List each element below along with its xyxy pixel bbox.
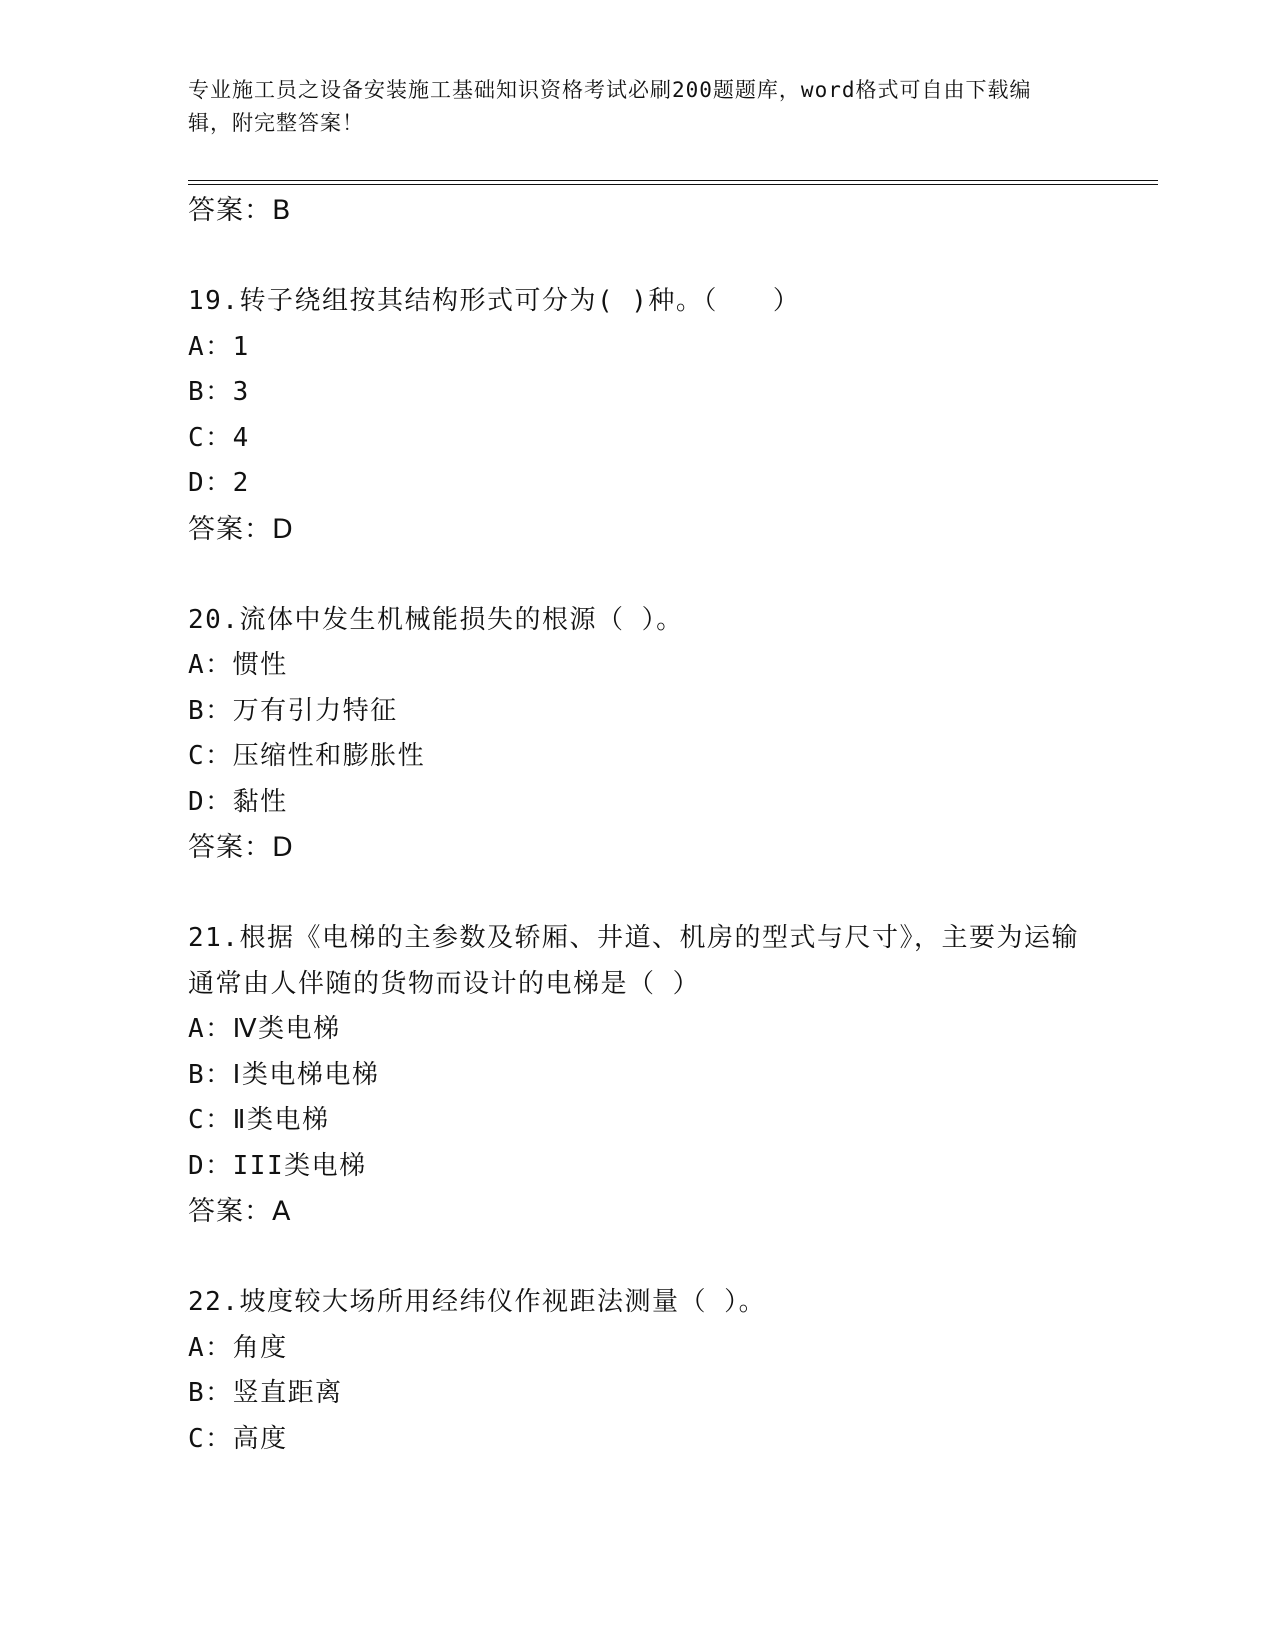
question-block xyxy=(188,1280,1088,1462)
option-d: D：III类电梯 xyxy=(188,1150,367,1181)
option-b: B：Ⅰ类电梯电梯 xyxy=(188,1059,380,1090)
option-b: B：竖直距离 xyxy=(188,1378,343,1408)
answer-line: 答案：D xyxy=(188,832,294,863)
option-a: A：角度 xyxy=(188,1332,288,1363)
document-header: 专业施工员之设备安装施工基础知识资格考试必刷200题题库，word格式可自由下载编辑，附完整答案！ xyxy=(188,78,1032,135)
header-divider-top xyxy=(188,180,1158,181)
option-a: A：惯性 xyxy=(188,650,288,680)
option-b: B：万有引力特征 xyxy=(188,695,398,726)
option-c: C：压缩性和膨胀性 xyxy=(188,741,426,771)
question-text: 22.坡度较大场所用经纬仪作视距法测量（ ）。 xyxy=(188,1287,767,1317)
option-b: B：3 xyxy=(188,377,250,407)
question-text: 19.转子绕组按其结构形式可分为( )种。（ ） xyxy=(188,286,801,316)
answer-line: 答案：B xyxy=(188,195,292,226)
question-block xyxy=(188,598,1088,871)
option-c: C：Ⅱ类电梯 xyxy=(188,1105,330,1135)
question-text: 20.流体中发生机械能损失的根源（ ）。 xyxy=(188,604,684,635)
answer-line: 答案：A xyxy=(188,1196,292,1227)
answer-line: 答案：D xyxy=(188,513,294,545)
option-d: D：2 xyxy=(188,468,250,498)
option-a: A：Ⅳ类电梯 xyxy=(188,1014,341,1044)
question-list xyxy=(188,188,1088,1462)
header-divider-bottom xyxy=(188,184,1158,185)
option-d: D：黏性 xyxy=(188,786,288,817)
question-block xyxy=(188,279,1088,552)
question-block xyxy=(188,916,1088,1235)
question-text: 21.根据《电梯的主参数及轿厢、井道、机房的型式与尺寸》，主要为运输通常由人伴随的货物而设计的电梯是（ ） xyxy=(188,923,1079,999)
option-c: C：高度 xyxy=(188,1423,288,1454)
option-c: C：4 xyxy=(188,422,250,453)
option-a: A：1 xyxy=(188,331,250,362)
